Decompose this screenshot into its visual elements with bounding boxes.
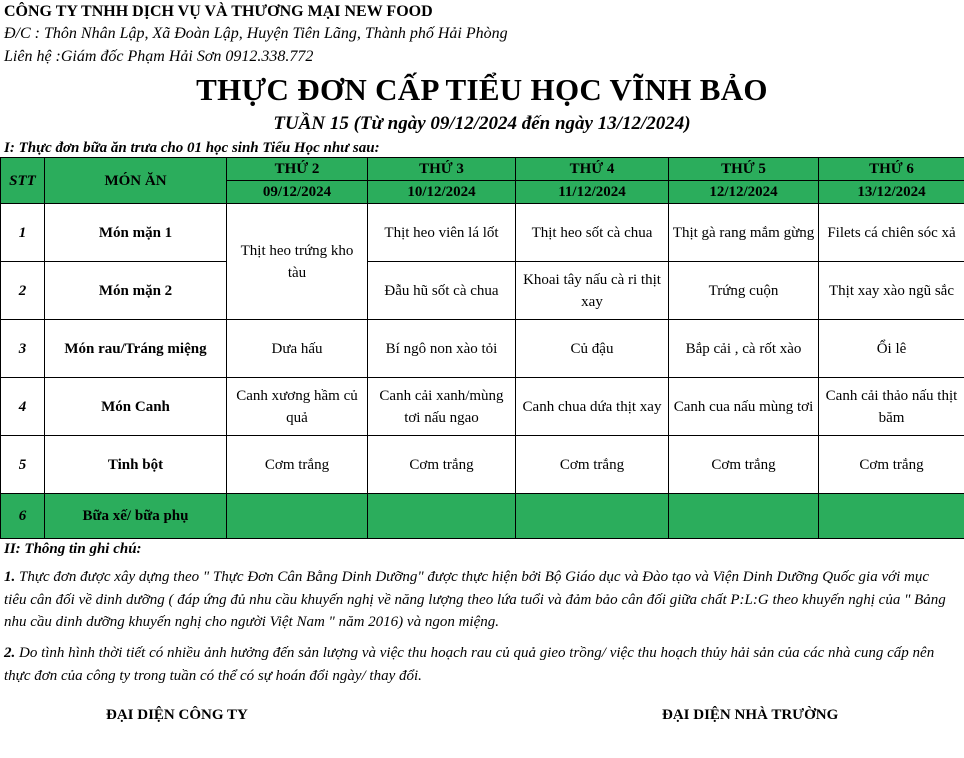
menu-cell: Filets cá chiên sóc xả (819, 204, 964, 262)
note-1-number: 1. (4, 569, 16, 585)
menu-cell: Canh chua dứa thịt xay (516, 378, 669, 436)
table-row (1, 320, 964, 378)
header-day-mon: THỨ 2 (227, 158, 368, 181)
menu-cell: Canh cải xanh/mùng tơi nấu ngao (368, 378, 516, 436)
header-day-fri: THỨ 6 (819, 158, 964, 181)
header-date-fri: 13/12/2024 (819, 181, 964, 204)
menu-cell: Bí ngô non xào tỏi (368, 320, 516, 378)
header-stt: STT (1, 158, 45, 204)
table-row (1, 436, 964, 494)
table-row (1, 204, 964, 262)
menu-cell: Thịt gà rang mắm gừng (669, 204, 819, 262)
menu-cell (516, 494, 669, 539)
note-1-text: Thực đơn được xây dựng theo " Thực Đơn Cân Bằng Dinh Dưỡng" được thực hiện bởi Bộ Giáo dục và Đào tạo và Viện Dinh Dưỡng Quốc gia với mục tiêu cân đối về dinh dưỡng ( đáp ứng đủ nhu cầu khuyến nghị về năng lượng theo lứa tuổi và đảm bảo cân đối giữa chất P:L:G theo khuyến nghị của " Bảng nhu cầu dinh dưỡng khuyến nghị cho người Việt Nam " năm 2016) và ngon miệng. (4, 569, 946, 630)
note-1 (4, 566, 954, 634)
company-address: Đ/C : Thôn Nhân Lập, Xã Đoàn Lập, Huyện Tiên Lãng, Thành phố Hải Phòng (4, 25, 508, 42)
header-day-wed: THỨ 4 (516, 158, 669, 181)
header-date-wed: 11/12/2024 (516, 181, 669, 204)
header-day-thu: THỨ 5 (669, 158, 819, 181)
section-1-heading: I: Thực đơn bữa ăn trưa cho 01 học sinh Tiểu Học như sau: (4, 140, 380, 156)
table-row (1, 262, 964, 320)
menu-table (0, 157, 964, 539)
signature-school: ĐẠI DIỆN NHÀ TRƯỜNG (662, 707, 839, 723)
row-stt: 5 (1, 436, 45, 494)
signature-company: ĐẠI DIỆN CÔNG TY (106, 707, 248, 723)
menu-cell: Cơm trắng (819, 436, 964, 494)
menu-cell: Thịt xay xào ngũ sắc (819, 262, 964, 320)
menu-cell: Bắp cải , cà rốt xào (669, 320, 819, 378)
company-contact: Liên hệ :Giám đốc Phạm Hải Sơn 0912.338.772 (4, 48, 314, 65)
row-stt: 6 (1, 494, 45, 539)
row-stt: 1 (1, 204, 45, 262)
row-stt: 2 (1, 262, 45, 320)
table-row (1, 378, 964, 436)
menu-cell: Củ đậu (516, 320, 669, 378)
menu-cell: Đẫu hũ sốt cà chua (368, 262, 516, 320)
table-row (1, 494, 964, 539)
menu-cell: Dưa hấu (227, 320, 368, 378)
header-date-mon: 09/12/2024 (227, 181, 368, 204)
header-date-thu: 12/12/2024 (669, 181, 819, 204)
menu-cell: Cơm trắng (227, 436, 368, 494)
menu-cell: Khoai tây nấu cà ri thịt xay (516, 262, 669, 320)
menu-cell: Thịt heo viên lá lốt (368, 204, 516, 262)
menu-cell: Canh cua nấu mùng tơi (669, 378, 819, 436)
row-dish-name: Món mặn 2 (45, 262, 227, 320)
menu-cell: Cơm trắng (516, 436, 669, 494)
row-stt: 3 (1, 320, 45, 378)
row-dish-name: Món rau/Tráng miệng (45, 320, 227, 378)
menu-cell: Trứng cuộn (669, 262, 819, 320)
page-subtitle: TUẦN 15 (Từ ngày 09/12/2024 đến ngày 13/12/2024) (273, 113, 691, 134)
menu-cell (368, 494, 516, 539)
header-date-tue: 10/12/2024 (368, 181, 516, 204)
company-name: CÔNG TY TNHH DỊCH VỤ VÀ THƯƠNG MẠI NEW FOOD (4, 3, 433, 20)
row-dish-name: Bữa xế/ bữa phụ (45, 494, 227, 539)
menu-cell: Canh cải thảo nấu thịt băm (819, 378, 964, 436)
row-dish-name: Tinh bột (45, 436, 227, 494)
menu-cell: Thịt heo trứng kho tàu (227, 204, 368, 320)
note-2 (4, 642, 954, 687)
row-dish-name: Món Canh (45, 378, 227, 436)
menu-cell (819, 494, 964, 539)
menu-cell (669, 494, 819, 539)
row-dish-name: Món mặn 1 (45, 204, 227, 262)
section-2-heading: II: Thông tin ghi chú: (4, 541, 142, 557)
menu-cell: Thịt heo sốt cà chua (516, 204, 669, 262)
menu-cell (227, 494, 368, 539)
header-day-tue: THỨ 3 (368, 158, 516, 181)
menu-cell: Cơm trắng (368, 436, 516, 494)
menu-cell: Canh xương hầm củ quả (227, 378, 368, 436)
page-title: THỰC ĐƠN CẤP TIỂU HỌC VĨNH BẢO (196, 72, 768, 107)
menu-cell: Ổi lê (819, 320, 964, 378)
menu-cell: Cơm trắng (669, 436, 819, 494)
note-2-text: Do tình hình thời tiết có nhiều ảnh hưởng đến sản lượng và việc thu hoạch rau củ quả gieo trồng/ việc thu hoạch thủy hải sản của các nhà cung cấp nên thực đơn của công ty trong tuần có thể có sự hoán đổi ngày/ thay đổi. (4, 645, 935, 684)
note-2-number: 2. (4, 645, 16, 661)
row-stt: 4 (1, 378, 45, 436)
header-dish: MÓN ĂN (45, 158, 227, 204)
